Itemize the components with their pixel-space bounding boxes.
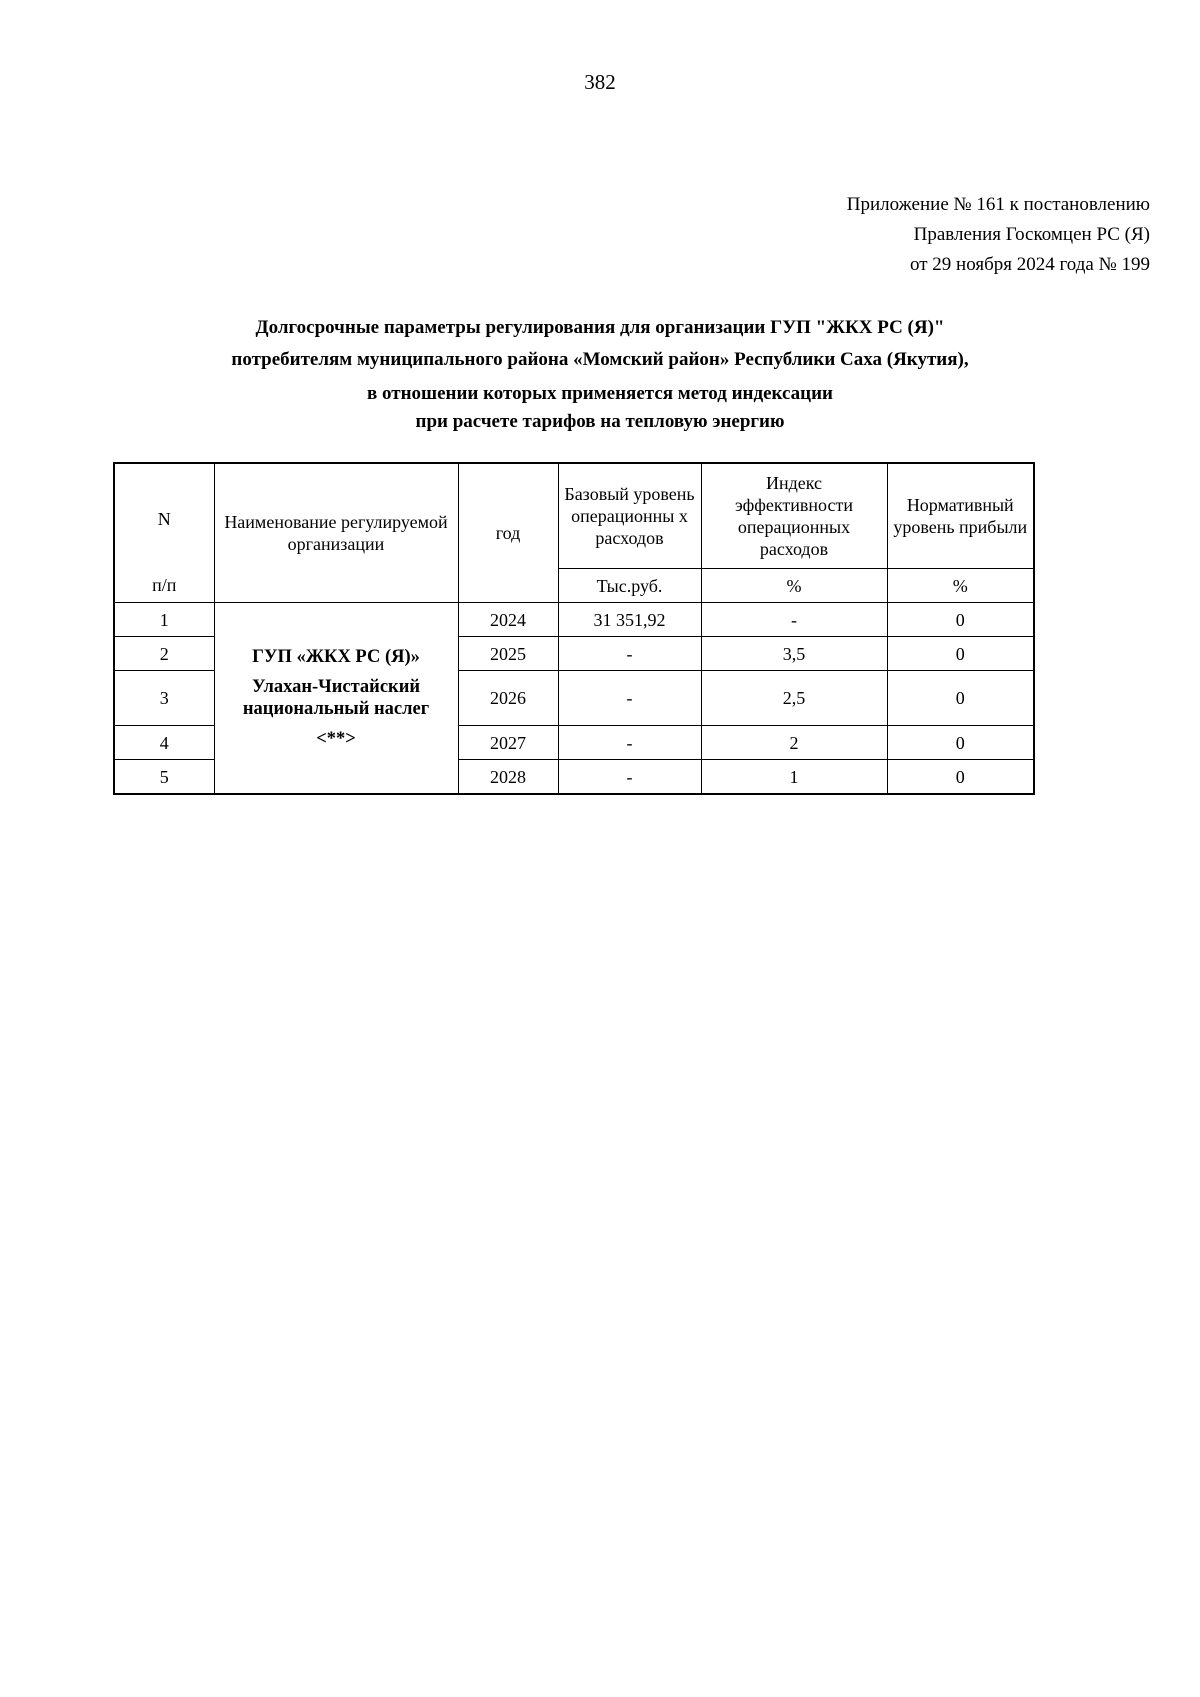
header-year: год bbox=[458, 463, 558, 603]
row-efficiency-index: 1 bbox=[701, 760, 887, 795]
unit-base-level: Тыс.руб. bbox=[558, 569, 701, 603]
appendix-reference bbox=[847, 190, 1150, 280]
header-number bbox=[114, 463, 214, 603]
header-number-pp: п/п bbox=[152, 575, 177, 595]
row-base-level: 31 351,92 bbox=[558, 603, 701, 637]
document-title bbox=[0, 312, 1200, 434]
row-profit-level: 0 bbox=[887, 760, 1034, 795]
row-efficiency-index: 3,5 bbox=[701, 637, 887, 671]
row-year: 2024 bbox=[458, 603, 558, 637]
header-organization-name: Наименование регулируемой организации bbox=[214, 463, 458, 603]
row-base-level: - bbox=[558, 726, 701, 760]
row-base-level: - bbox=[558, 637, 701, 671]
row-efficiency-index: 2 bbox=[701, 726, 887, 760]
row-number: 4 bbox=[114, 726, 214, 760]
row-base-level: - bbox=[558, 671, 701, 726]
row-base-level: - bbox=[558, 760, 701, 795]
row-efficiency-index: 2,5 bbox=[701, 671, 887, 726]
unit-profit-level: % bbox=[887, 569, 1034, 603]
row-number: 1 bbox=[114, 603, 214, 637]
title-line-4: при расчете тарифов на тепловую энергию bbox=[415, 411, 785, 432]
organization-cell bbox=[214, 603, 458, 795]
header-number-n: N bbox=[157, 509, 171, 529]
organization-footnote-mark: <**> bbox=[316, 729, 356, 749]
row-year: 2025 bbox=[458, 637, 558, 671]
appendix-line-3: от 29 ноября 2024 года № 199 bbox=[909, 254, 1150, 275]
title-line-1: Долгосрочные параметры регулирования для организации ГУП "ЖКХ РС (Я)" bbox=[255, 317, 945, 338]
header-efficiency-index: Индекс эффективности операционных расходов bbox=[701, 463, 887, 569]
row-profit-level: 0 bbox=[887, 603, 1034, 637]
row-year: 2026 bbox=[458, 671, 558, 726]
row-profit-level: 0 bbox=[887, 726, 1034, 760]
regulation-parameters-table bbox=[113, 462, 1035, 795]
organization-locality: Улахан-Чистайский bbox=[251, 677, 421, 697]
title-line-2: потребителям муниципального района «Момский район» Республики Саха (Якутия), bbox=[231, 349, 969, 370]
row-number: 3 bbox=[114, 671, 214, 726]
appendix-line-2: Правления Госкомцен РС (Я) bbox=[913, 224, 1150, 245]
appendix-line-1: Приложение № 161 к постановлению bbox=[846, 194, 1150, 215]
header-profit-level: Нормативный уровень прибыли bbox=[887, 463, 1034, 569]
table-header-row bbox=[114, 463, 1034, 569]
table-row bbox=[114, 603, 1034, 637]
page-number: 382 bbox=[584, 70, 616, 94]
header-base-level: Базовый уровень операционны х расходов bbox=[558, 463, 701, 569]
row-number: 5 bbox=[114, 760, 214, 795]
title-line-3: в отношении которых применяется метод индексации bbox=[366, 383, 833, 404]
row-year: 2027 bbox=[458, 726, 558, 760]
row-number: 2 bbox=[114, 637, 214, 671]
organization-name: ГУП «ЖКХ РС (Я)» bbox=[252, 647, 420, 667]
row-year: 2028 bbox=[458, 760, 558, 795]
organization-locality-type: национальный наслег bbox=[242, 699, 430, 719]
unit-efficiency-index: % bbox=[701, 569, 887, 603]
row-efficiency-index: - bbox=[701, 603, 887, 637]
row-profit-level: 0 bbox=[887, 671, 1034, 726]
row-profit-level: 0 bbox=[887, 637, 1034, 671]
